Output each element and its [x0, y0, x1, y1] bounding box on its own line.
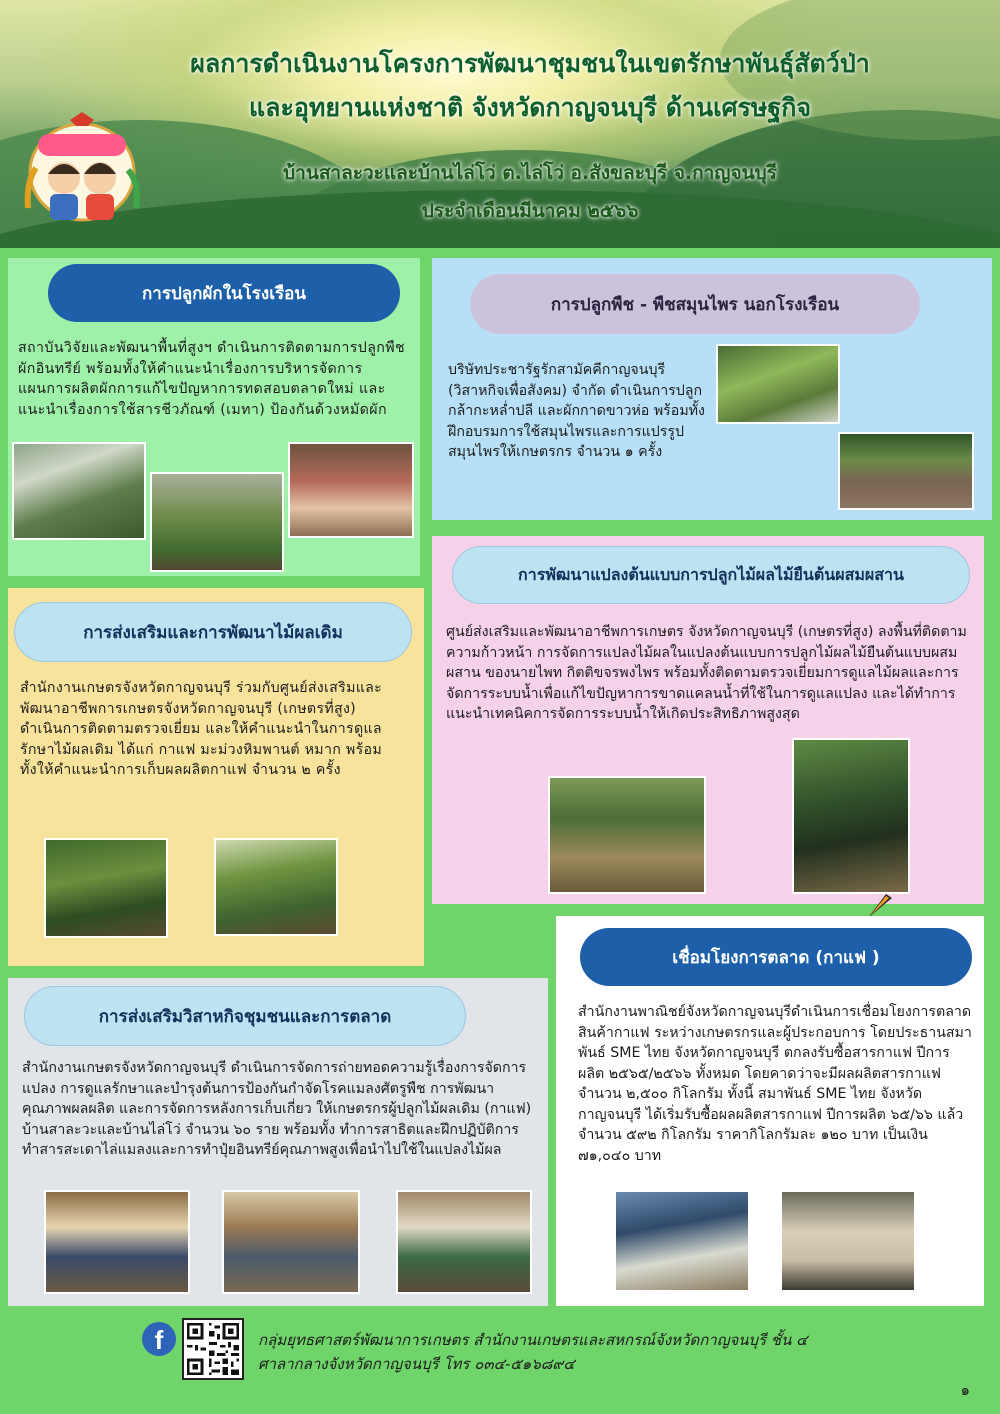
- title-line-1: ผลการดำเนินงานโครงการพัฒนาชุมชนในเขตรักษาพันธุ์สัตว์ป่า: [190, 49, 870, 78]
- community-title: การส่งเสริมวิสาหกิจชุมชนและการตลาด: [24, 986, 466, 1046]
- mixed-orchard-photo-2: [792, 738, 910, 894]
- mixed-orchard-text: ศูนย์ส่งเสริมและพัฒนาอาชีพการเกษตร จังหวัดกาญจนบุรี (เกษตรที่สูง) ลงพื้นที่ติดตามความก้าวหน้า การจัดการแปลงไม้ผลในแปลงต้นแบบการปลูกไม้ผลไม้ยืนต้นแบบผสมผสาน ของนายไพท กิตติขจรพงไพร พร้อมทั้งติดตามตรวจเยี่ยมการดูแลไม้ผลและการจัดการระบบน้ำเพื่อแก้ไขปัญหาการขาดแคลนน้ำที่ใช้ในการดูแลแปลง และได้ทำการแนะนำเทคนิคการจัดการระบบน้ำให้เกิดประสิทธิภาพสูงสุด: [446, 624, 967, 722]
- community-text: สำนักงานเกษตรจังหวัดกาญจนบุรี ดำเนินการจัดการถ่ายทอดความรู้เรื่องการจัดการแปลง การดูแลรักษาและบำรุงต้นการป้องกันกำจัดโรคแมลงศัตรูพืช การพัฒนาคุณภาพผลผลิต และการจัดการหลังการเก็บเกี่ยว ให้เกษตรกรผู้ปลูกไม้ผลเดิม (กาแฟ) บ้านสาละวะและบ้านไล่โว่ จำนวน ๖๐ ราย พร้อมทั้ง ทำการสาธิตและฝึกปฏิบัติการทำสารสะเดาไล่แมลงและการทำปุ๋ยอินทรีย์คุณภาพสูงเพื่อนำไปใช้ในแปลงไม้ผล: [22, 1060, 532, 1158]
- title-line-2: และอุทยานแห่งชาติ จังหวัดกาญจนบุรี ด้านเศรษฐกิจ: [249, 93, 811, 122]
- subtitle-month: ประจำเดือนมีนาคม ๒๕๖๖: [421, 200, 639, 222]
- herbs-text: บริษัทประชารัฐรักสามัคคีกาญจนบุรี (วิสาหกิจเพื่อสังคม) จำกัด ดำเนินการปลูกกล้ากะหล่ำปลี และผักกาดขาวห่อ พร้อมทั้งฝึกอบรมการใช้สมุนไพรและการแปรรูปสมุนไพรให้เกษตรกร จำนวน ๑ ครั้ง: [448, 362, 705, 460]
- mixed-orchard-photo-1: [548, 776, 706, 894]
- fruit-existing-text: สำนักงานเกษตรจังหวัดกาญจนบุรี ร่วมกับศูนย์ส่งเสริมและพัฒนาอาชีพการเกษตรจังหวัดกาญจนบุรี (เกษตรที่สูง) ดำเนินการติดตามตรวจเยี่ยม และให้คำแนะนำในการดูแลรักษาไม้ผลเดิม ได้แก่ กาแฟ มะม่วงหิมพานต์ หมาก พร้อมทั้งให้คำแนะนำการเก็บผลผลิตกาแฟ จำนวน ๒ ครั้ง: [20, 680, 383, 778]
- header-banner: [0, 0, 1000, 248]
- greenhouse-photo-1: [12, 442, 146, 540]
- herbs-photo-field: [838, 432, 974, 510]
- footer-address-line-2: ศาลากลางจังหวัดกาญจนบุรี โทร ๐๓๔-๕๑๖๘๙๔: [258, 1355, 575, 1373]
- fruit-existing-photo-1: [44, 838, 168, 938]
- market-coffee-photo-2: [780, 1190, 916, 1292]
- herbs-title: การปลูกพืช - พืชสมุนไพร นอกโรงเรือน: [470, 274, 920, 334]
- fruit-existing-photo-2: [214, 838, 338, 936]
- page-number: ๑: [960, 1381, 970, 1399]
- mixed-orchard-title: การพัฒนาแปลงต้นแบบการปลูกไม้ผลไม้ยืนต้นผสมผสาน: [452, 546, 970, 604]
- market-coffee-title: เชื่อมโยงการตลาด (กาแฟ ): [580, 928, 972, 986]
- facebook-glyph: f: [154, 1325, 164, 1355]
- fruit-existing-title: การส่งเสริมและการพัฒนาไม้ผลเดิม: [14, 602, 412, 662]
- community-photo-2: [222, 1190, 360, 1294]
- herbs-photo-seedlings: [716, 344, 840, 424]
- community-photo-1: [44, 1190, 190, 1294]
- greenhouse-photo-3: [288, 442, 414, 538]
- greenhouse-title: การปลูกผักในโรงเรือน: [48, 264, 400, 322]
- footer-address-line-1: กลุ่มยุทธศาสตร์พัฒนาการเกษตร สำนักงานเกษตรและสหกรณ์จังหวัดกาญจนบุรี ชั้น ๔: [258, 1331, 808, 1349]
- greenhouse-text: สถาบันวิจัยและพัฒนาพื้นที่สูงฯ ดำเนินการติดตามการปลูกพืชผักอินทรีย์ พร้อมทั้งให้คำแนะนำเรื่องการบริหารจัดการแผนการผลิตผักการแก้ไขปัญหาการทดสอบตลาดใหม่ และแนะนำเรื่องการใช้สารชีวภัณฑ์ (เมทา) ป้องกันด้วงหมัดผัก: [18, 340, 406, 418]
- facebook-icon[interactable]: [142, 1322, 176, 1356]
- market-coffee-photo-1: [614, 1190, 750, 1292]
- market-coffee-text: สำนักงานพาณิชย์จังหวัดกาญจนบุรีดำเนินการเชื่อมโยงการตลาดสินค้ากาแฟ ระหว่างเกษตรกรและผู้ประกอบการ โดยประธานสมาพันธ์ SME ไทย จังหวัดกาญจนบุรี ตกลงรับซื้อสารกาแฟ ปีการผลิต ๒๕๖๕/๒๕๖๖ ทั้งหมด โดยคาดว่าจะมีผลผลิตสารกาแฟ จำนวน ๒,๕๐๐ กิโลกรัม ทั้งนี้ สมาพันธ์ SME ไทย จังหวัดกาญจนบุรี ได้เริ่มรับซื้อผลผลิตสารกาแฟ ปีการผลิต ๖๕/๖๖ แล้วจำนวน ๕๙๒ กิโลกรัม ราคากิโลกรัมละ ๑๒๐ บาท เป็นเงิน ๗๑,๐๔๐ บาท: [578, 1004, 972, 1164]
- community-photo-3: [396, 1190, 532, 1294]
- qr-code-icon[interactable]: [182, 1318, 244, 1380]
- subtitle-village: บ้านสาละวะและบ้านไล่โว่ ต.ไล่โว่ อ.สังขละบุรี จ.กาญจนบุรี: [283, 162, 777, 184]
- greenhouse-photo-2: [150, 472, 284, 572]
